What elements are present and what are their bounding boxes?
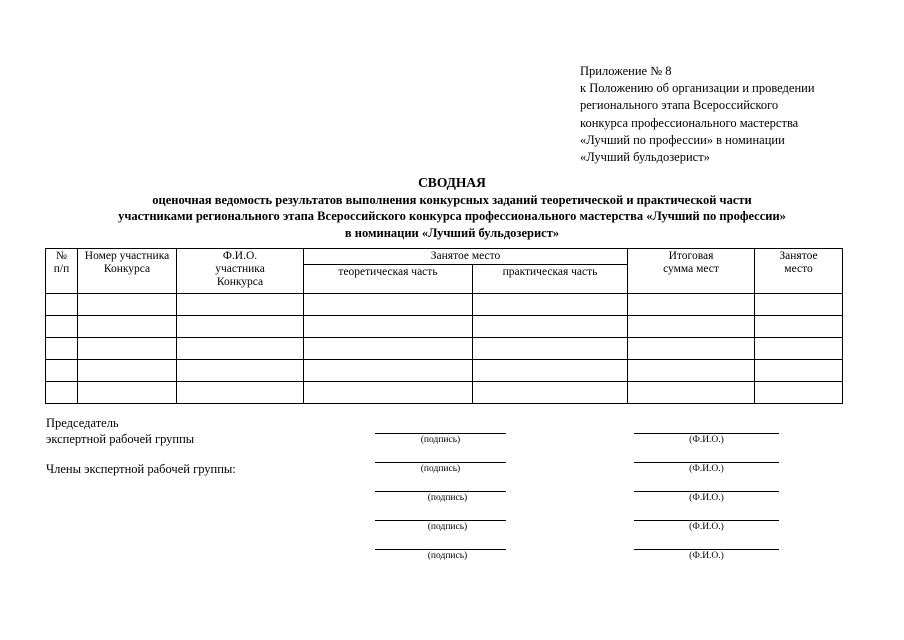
table-cell[interactable] xyxy=(473,338,628,360)
table-row xyxy=(46,382,843,404)
fio-caption: (Ф.И.О.) xyxy=(689,464,724,474)
table-cell[interactable] xyxy=(46,338,78,360)
table-cell[interactable] xyxy=(755,294,843,316)
table-cell[interactable] xyxy=(304,360,473,382)
fio-line[interactable] xyxy=(634,462,779,463)
table-row xyxy=(46,360,843,382)
appendix-line: «Лучший бульдозерист» xyxy=(580,150,710,165)
title-main: СВОДНАЯ xyxy=(418,175,486,190)
table-row xyxy=(46,338,843,360)
table-cell[interactable] xyxy=(755,360,843,382)
table-cell[interactable] xyxy=(46,360,78,382)
fio-caption: (Ф.И.О.) xyxy=(689,551,724,561)
title-line: в номинации «Лучший бульдозерист» xyxy=(344,225,560,240)
signature-caption: (подпись) xyxy=(427,493,468,503)
header-fio: Ф.И.О. участника Конкурса xyxy=(177,249,304,294)
table-cell[interactable] xyxy=(304,294,473,316)
signature-caption: (подпись) xyxy=(427,522,468,532)
table-cell[interactable] xyxy=(473,294,628,316)
table-cell[interactable] xyxy=(304,338,473,360)
members-label: Члены экспертной рабочей группы: xyxy=(46,462,236,476)
table-cell[interactable] xyxy=(304,382,473,404)
table-cell[interactable] xyxy=(46,294,78,316)
table-cell[interactable] xyxy=(177,316,304,338)
table-cell[interactable] xyxy=(755,382,843,404)
table-cell[interactable] xyxy=(473,360,628,382)
table-cell[interactable] xyxy=(177,294,304,316)
results-table xyxy=(45,248,843,404)
signature-line[interactable] xyxy=(375,491,506,492)
document-title xyxy=(0,175,904,241)
signature-caption: (подпись) xyxy=(420,435,461,445)
table-row xyxy=(46,316,843,338)
appendix-line: к Положению об организации и проведении xyxy=(580,81,815,96)
table-cell[interactable] xyxy=(473,316,628,338)
table-cell[interactable] xyxy=(755,316,843,338)
table-cell[interactable] xyxy=(755,338,843,360)
appendix-line: регионального этапа Всероссийского xyxy=(580,98,779,113)
fio-line[interactable] xyxy=(634,520,779,521)
fio-line[interactable] xyxy=(634,491,779,492)
table-cell[interactable] xyxy=(304,316,473,338)
table-cell[interactable] xyxy=(78,316,177,338)
table-header-row xyxy=(46,249,843,265)
signature-line[interactable] xyxy=(375,520,506,521)
header-place: Занятое место xyxy=(755,249,843,294)
table-cell[interactable] xyxy=(628,338,755,360)
appendix-line: «Лучший по профессии» в номинации xyxy=(580,132,785,147)
table-cell[interactable] xyxy=(78,294,177,316)
header-total: Итоговая сумма мест xyxy=(628,249,755,294)
table-cell[interactable] xyxy=(78,338,177,360)
fio-caption: (Ф.И.О.) xyxy=(689,522,724,532)
signature-line[interactable] xyxy=(375,433,506,434)
table-cell[interactable] xyxy=(177,360,304,382)
appendix-line: конкурса профессионального мастерства xyxy=(580,115,799,130)
table-cell[interactable] xyxy=(628,294,755,316)
signature-line[interactable] xyxy=(375,462,506,463)
header-participant-number: Номер участника Конкурса xyxy=(78,249,177,294)
table-row xyxy=(46,294,843,316)
table-cell[interactable] xyxy=(628,360,755,382)
table-cell[interactable] xyxy=(46,316,78,338)
chairman-label: Председатель экспертной рабочей группы xyxy=(46,416,195,446)
fio-line[interactable] xyxy=(634,433,779,434)
header-theory: теоретическая часть xyxy=(304,265,473,294)
table-cell[interactable] xyxy=(78,360,177,382)
table-cell[interactable] xyxy=(46,382,78,404)
appendix-line: Приложение № 8 xyxy=(580,64,672,78)
table-cell[interactable] xyxy=(177,338,304,360)
fio-line[interactable] xyxy=(634,549,779,550)
signature-line[interactable] xyxy=(375,549,506,550)
fio-caption: (Ф.И.О.) xyxy=(689,435,724,445)
header-num: № п/п xyxy=(46,249,78,294)
signature-caption: (подпись) xyxy=(427,551,468,561)
table-cell[interactable] xyxy=(628,382,755,404)
table-cell[interactable] xyxy=(628,316,755,338)
signature-caption: (подпись) xyxy=(420,464,461,474)
header-place-group: Занятое место xyxy=(304,249,628,265)
title-line: оценочная ведомость результатов выполнения конкурсных заданий теоретической и практической части xyxy=(152,192,752,207)
table-cell[interactable] xyxy=(78,382,177,404)
title-line: участниками регионального этапа Всероссийского конкурса профессионального мастерства «Лучший по профессии» xyxy=(118,209,786,223)
fio-caption: (Ф.И.О.) xyxy=(689,493,724,503)
table-cell[interactable] xyxy=(177,382,304,404)
appendix-note xyxy=(580,63,815,166)
header-practice: практическая часть xyxy=(473,265,628,294)
table-cell[interactable] xyxy=(473,382,628,404)
